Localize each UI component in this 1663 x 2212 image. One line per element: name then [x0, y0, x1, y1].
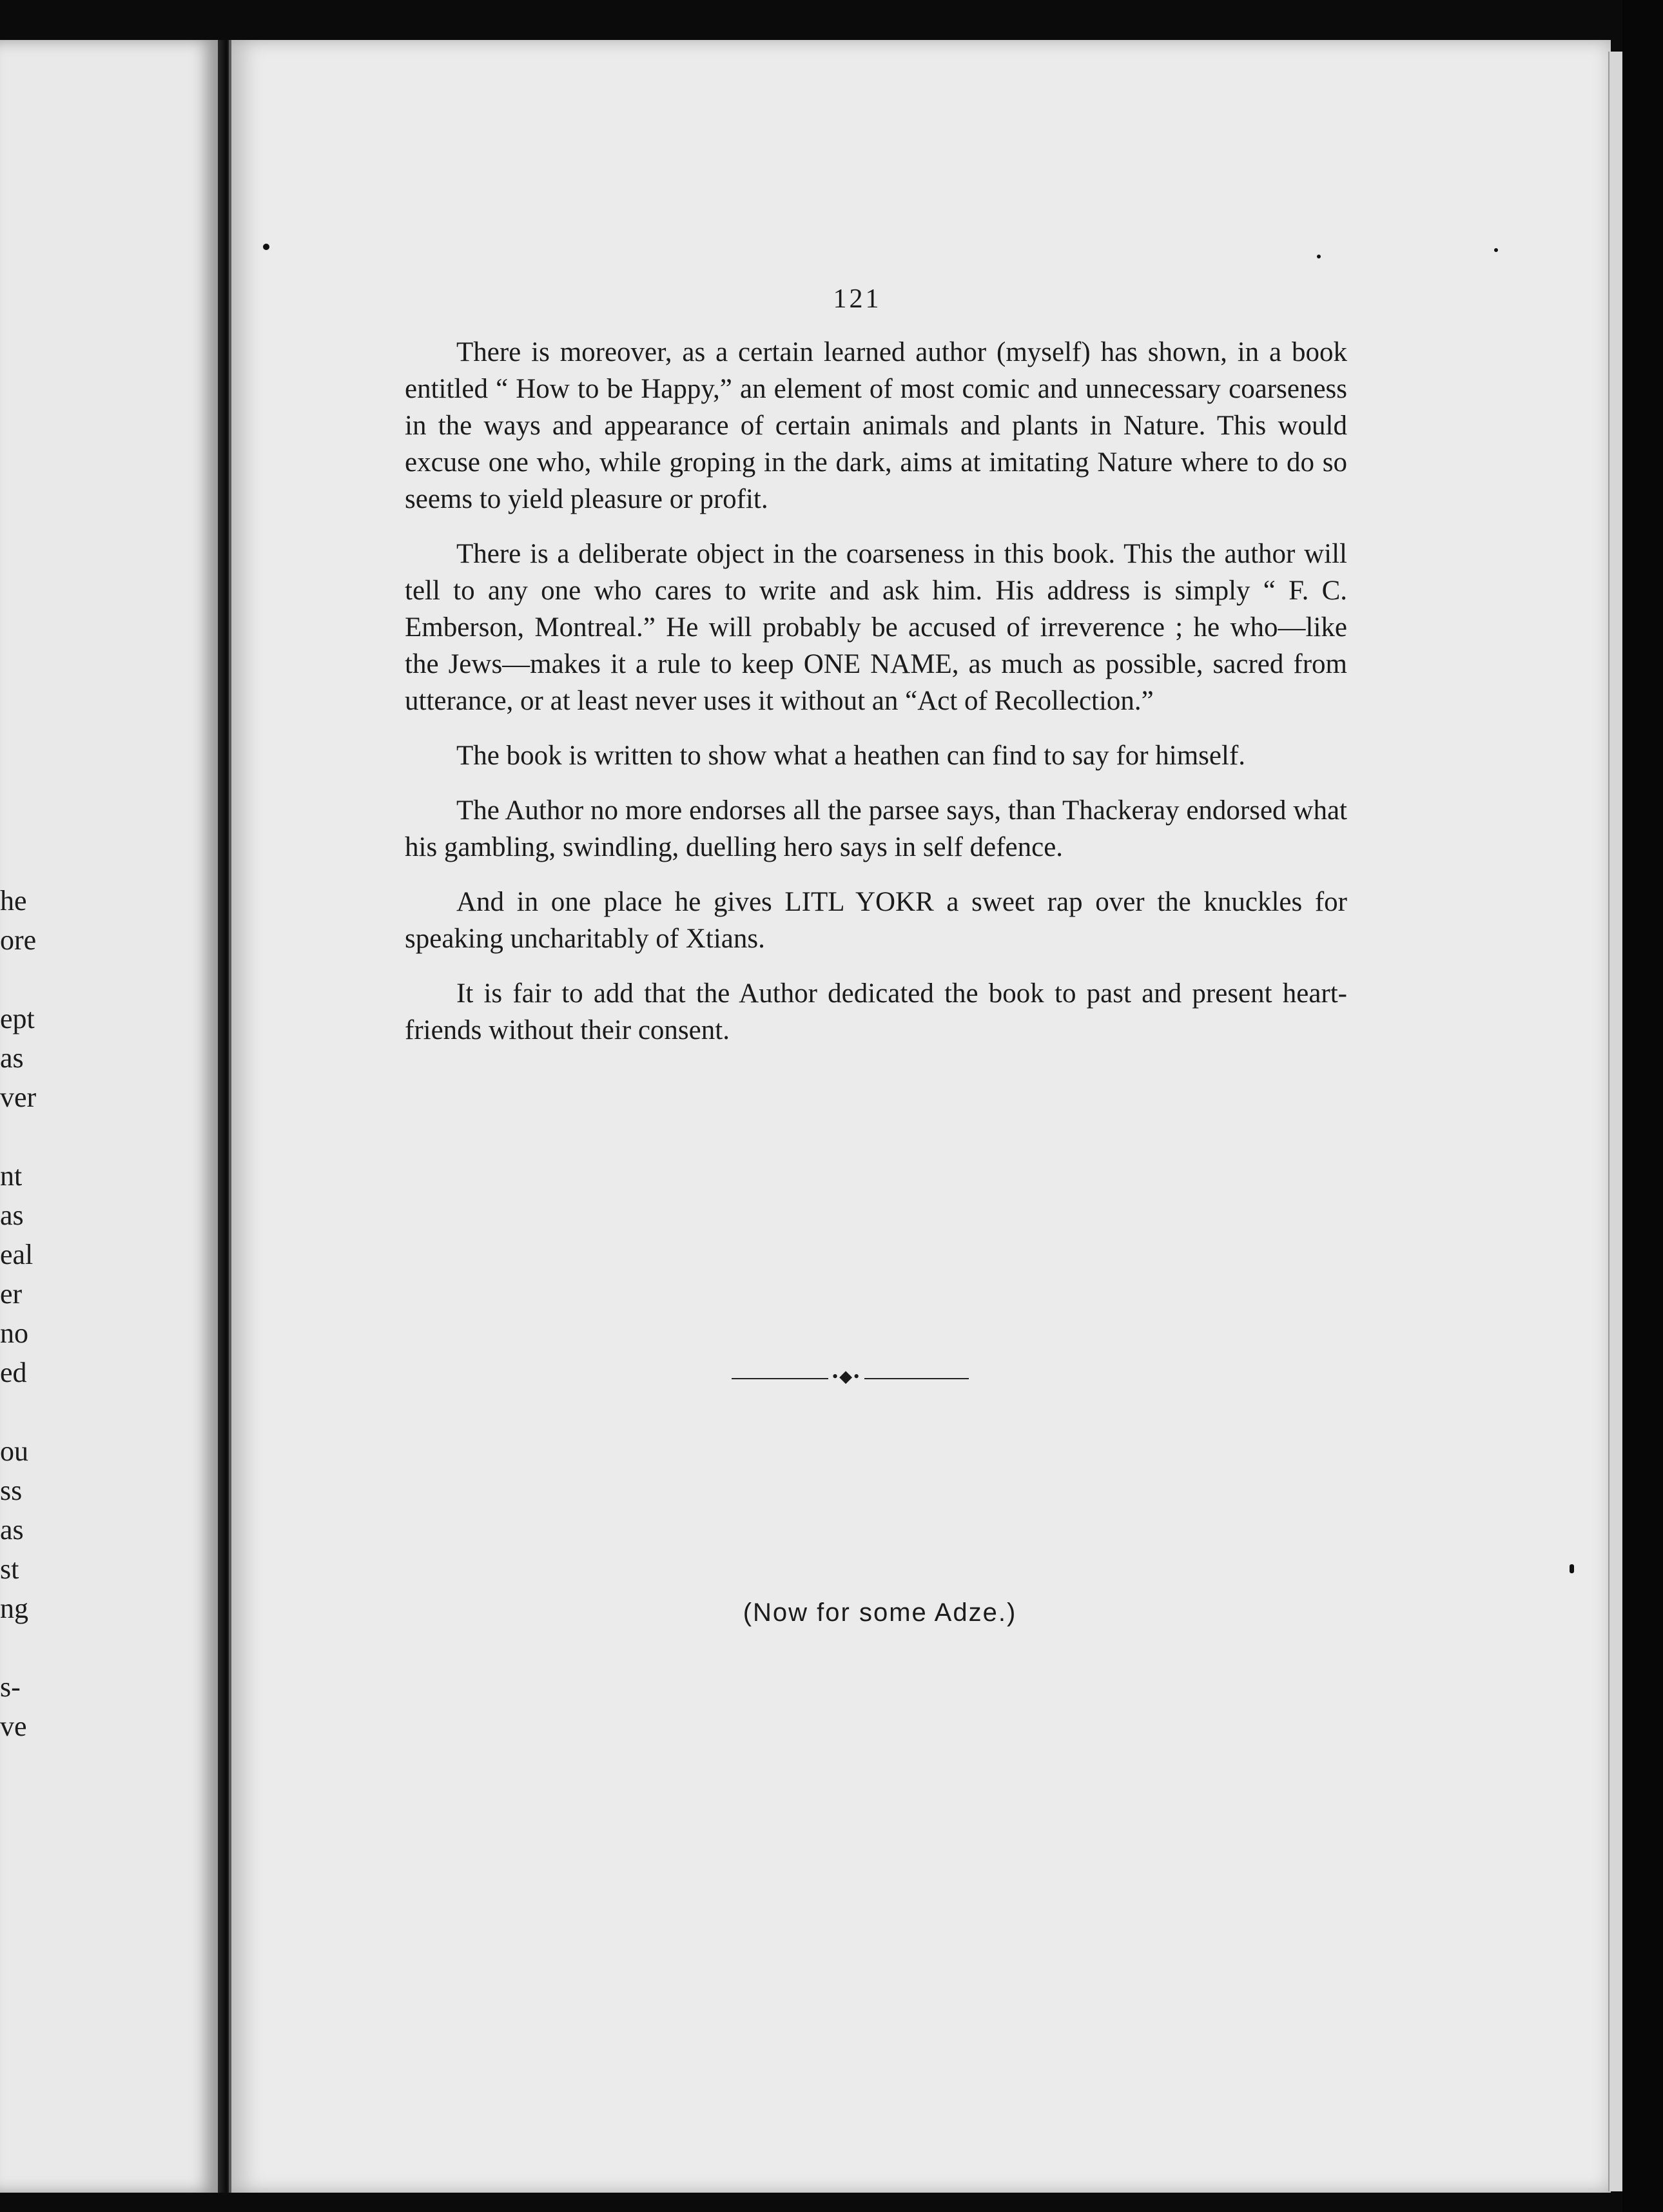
ink-speck: [1317, 255, 1321, 258]
left-fragment: er: [0, 1278, 23, 1310]
left-facing-page: [0, 40, 218, 2193]
ornamental-divider: [732, 1367, 969, 1386]
left-fragment: he: [0, 885, 27, 917]
left-fragment: ou: [0, 1435, 28, 1467]
body-text: [405, 334, 1347, 1067]
ink-speck: [1570, 1564, 1574, 1573]
ink-speck: [1494, 248, 1498, 252]
paragraph-3: The book is written to show what a heathen can find to say for himself.: [456, 741, 1246, 771]
left-fragment: ept: [0, 1003, 35, 1034]
left-fragment: no: [0, 1317, 28, 1349]
left-fragment: [0, 1392, 77, 1431]
left-fragment: ss: [0, 1475, 23, 1506]
left-fragment: ve: [0, 1711, 27, 1742]
page-number: 121: [833, 284, 882, 314]
left-fragment: nt: [0, 1160, 23, 1192]
left-page-text-fragments: [0, 881, 77, 1746]
left-fragment: ver: [0, 1082, 37, 1113]
left-fragment: as: [0, 1514, 24, 1546]
left-fragment: ed: [0, 1357, 27, 1388]
footer-note: (Now for some Adze.): [743, 1598, 1017, 1627]
paragraph-1: There is moreover, as a certain learned author (myself) has shown, in a book entitled “ How to be Happy,” an element of most comic and unnecessary coarseness in the ways and appearance of certain animals and plants in Nature. This would excuse one who, while groping in the dark, aims at imitating Nature where to do so seems to yield pleasure or profit.: [405, 337, 1347, 514]
left-fragment: s-: [0, 1671, 21, 1703]
left-fragment: as: [0, 1042, 24, 1074]
left-fragment: [0, 1117, 77, 1156]
left-fragment: ore: [0, 924, 37, 956]
left-fragment: as: [0, 1199, 24, 1231]
divider-ornament: •◆•: [828, 1367, 864, 1386]
scan-border: [1622, 0, 1663, 2212]
paragraph-4: The Author no more endorses all the parsee says, than Thackeray endorsed what his gambling, swindling, duelling hero says in self defence.: [405, 795, 1347, 862]
paragraph-6: It is fair to add that the Author dedicated the book to past and present heart-friends without their consent.: [405, 978, 1347, 1045]
paragraph-5: And in one place he gives LITL YOKR a sweet rap over the knuckles for speaking uncharitably of Xtians.: [405, 887, 1347, 954]
page-edge: [1608, 52, 1624, 2191]
paragraph-2: There is a deliberate object in the coarseness in this book. This the author will tell to any one who cares to write and ask him. His address is simply “ F. C. Emberson, Montreal.” He will probably be accused of irreverence ; he who—like the Jews—makes it a rule to keep ONE NAME, as much as possible, sacred from utterance, or at least never uses it without an “Act of Recollection.”: [405, 539, 1347, 716]
ink-speck: [263, 244, 269, 250]
left-fragment: ng: [0, 1593, 28, 1624]
left-fragment: eal: [0, 1239, 34, 1270]
left-fragment: [0, 1628, 77, 1667]
left-fragment: st: [0, 1553, 19, 1585]
left-fragment: [0, 960, 77, 999]
